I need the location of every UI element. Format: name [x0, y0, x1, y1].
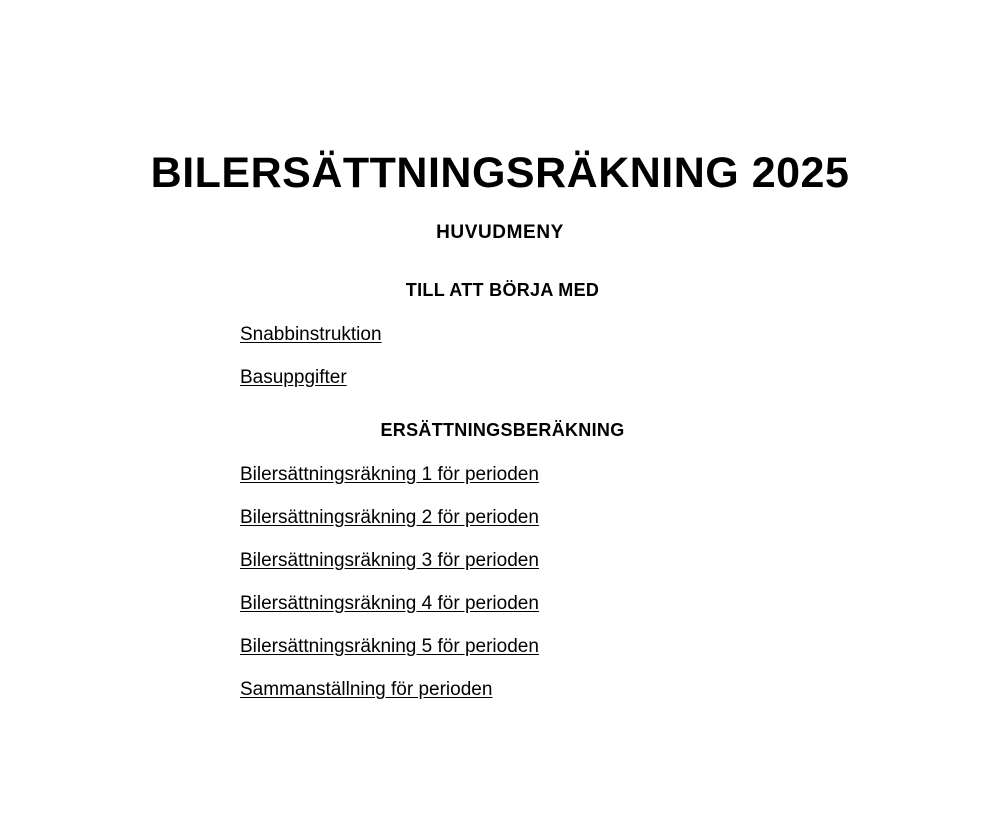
list-item[interactable] — [240, 325, 765, 344]
link-bilersattningsrakning-3[interactable]: Bilersättningsräkning 3 för perioden — [240, 550, 539, 571]
link-list-compensation-calculation — [240, 465, 765, 699]
list-item[interactable] — [240, 465, 765, 484]
section-compensation-calculation — [240, 420, 765, 699]
list-item[interactable] — [240, 368, 765, 387]
link-snabbinstruktion[interactable]: Snabbinstruktion — [240, 324, 382, 345]
link-bilersattningsrakning-1[interactable]: Bilersättningsräkning 1 för perioden — [240, 464, 539, 485]
link-basuppgifter[interactable]: Basuppgifter — [240, 367, 347, 388]
link-bilersattningsrakning-5[interactable]: Bilersättningsräkning 5 för perioden — [240, 636, 539, 657]
link-list-getting-started — [240, 325, 765, 387]
list-item[interactable] — [240, 594, 765, 613]
link-sammanstallning[interactable]: Sammanställning för perioden — [240, 679, 493, 700]
section-heading-getting-started: TILL ATT BÖRJA MED — [405, 280, 600, 300]
list-item[interactable] — [240, 508, 765, 527]
page-title: BILERSÄTTNINGSRÄKNING 2025 — [150, 149, 850, 197]
page-subtitle: HUVUDMENY — [436, 222, 564, 243]
list-item[interactable] — [240, 637, 765, 656]
section-heading-compensation-calculation: ERSÄTTNINGSBERÄKNING — [380, 420, 625, 440]
list-item[interactable] — [240, 680, 765, 699]
section-getting-started — [240, 280, 765, 387]
link-bilersattningsrakning-4[interactable]: Bilersättningsräkning 4 för perioden — [240, 593, 539, 614]
list-item[interactable] — [240, 551, 765, 570]
link-bilersattningsrakning-2[interactable]: Bilersättningsräkning 2 för perioden — [240, 507, 539, 528]
